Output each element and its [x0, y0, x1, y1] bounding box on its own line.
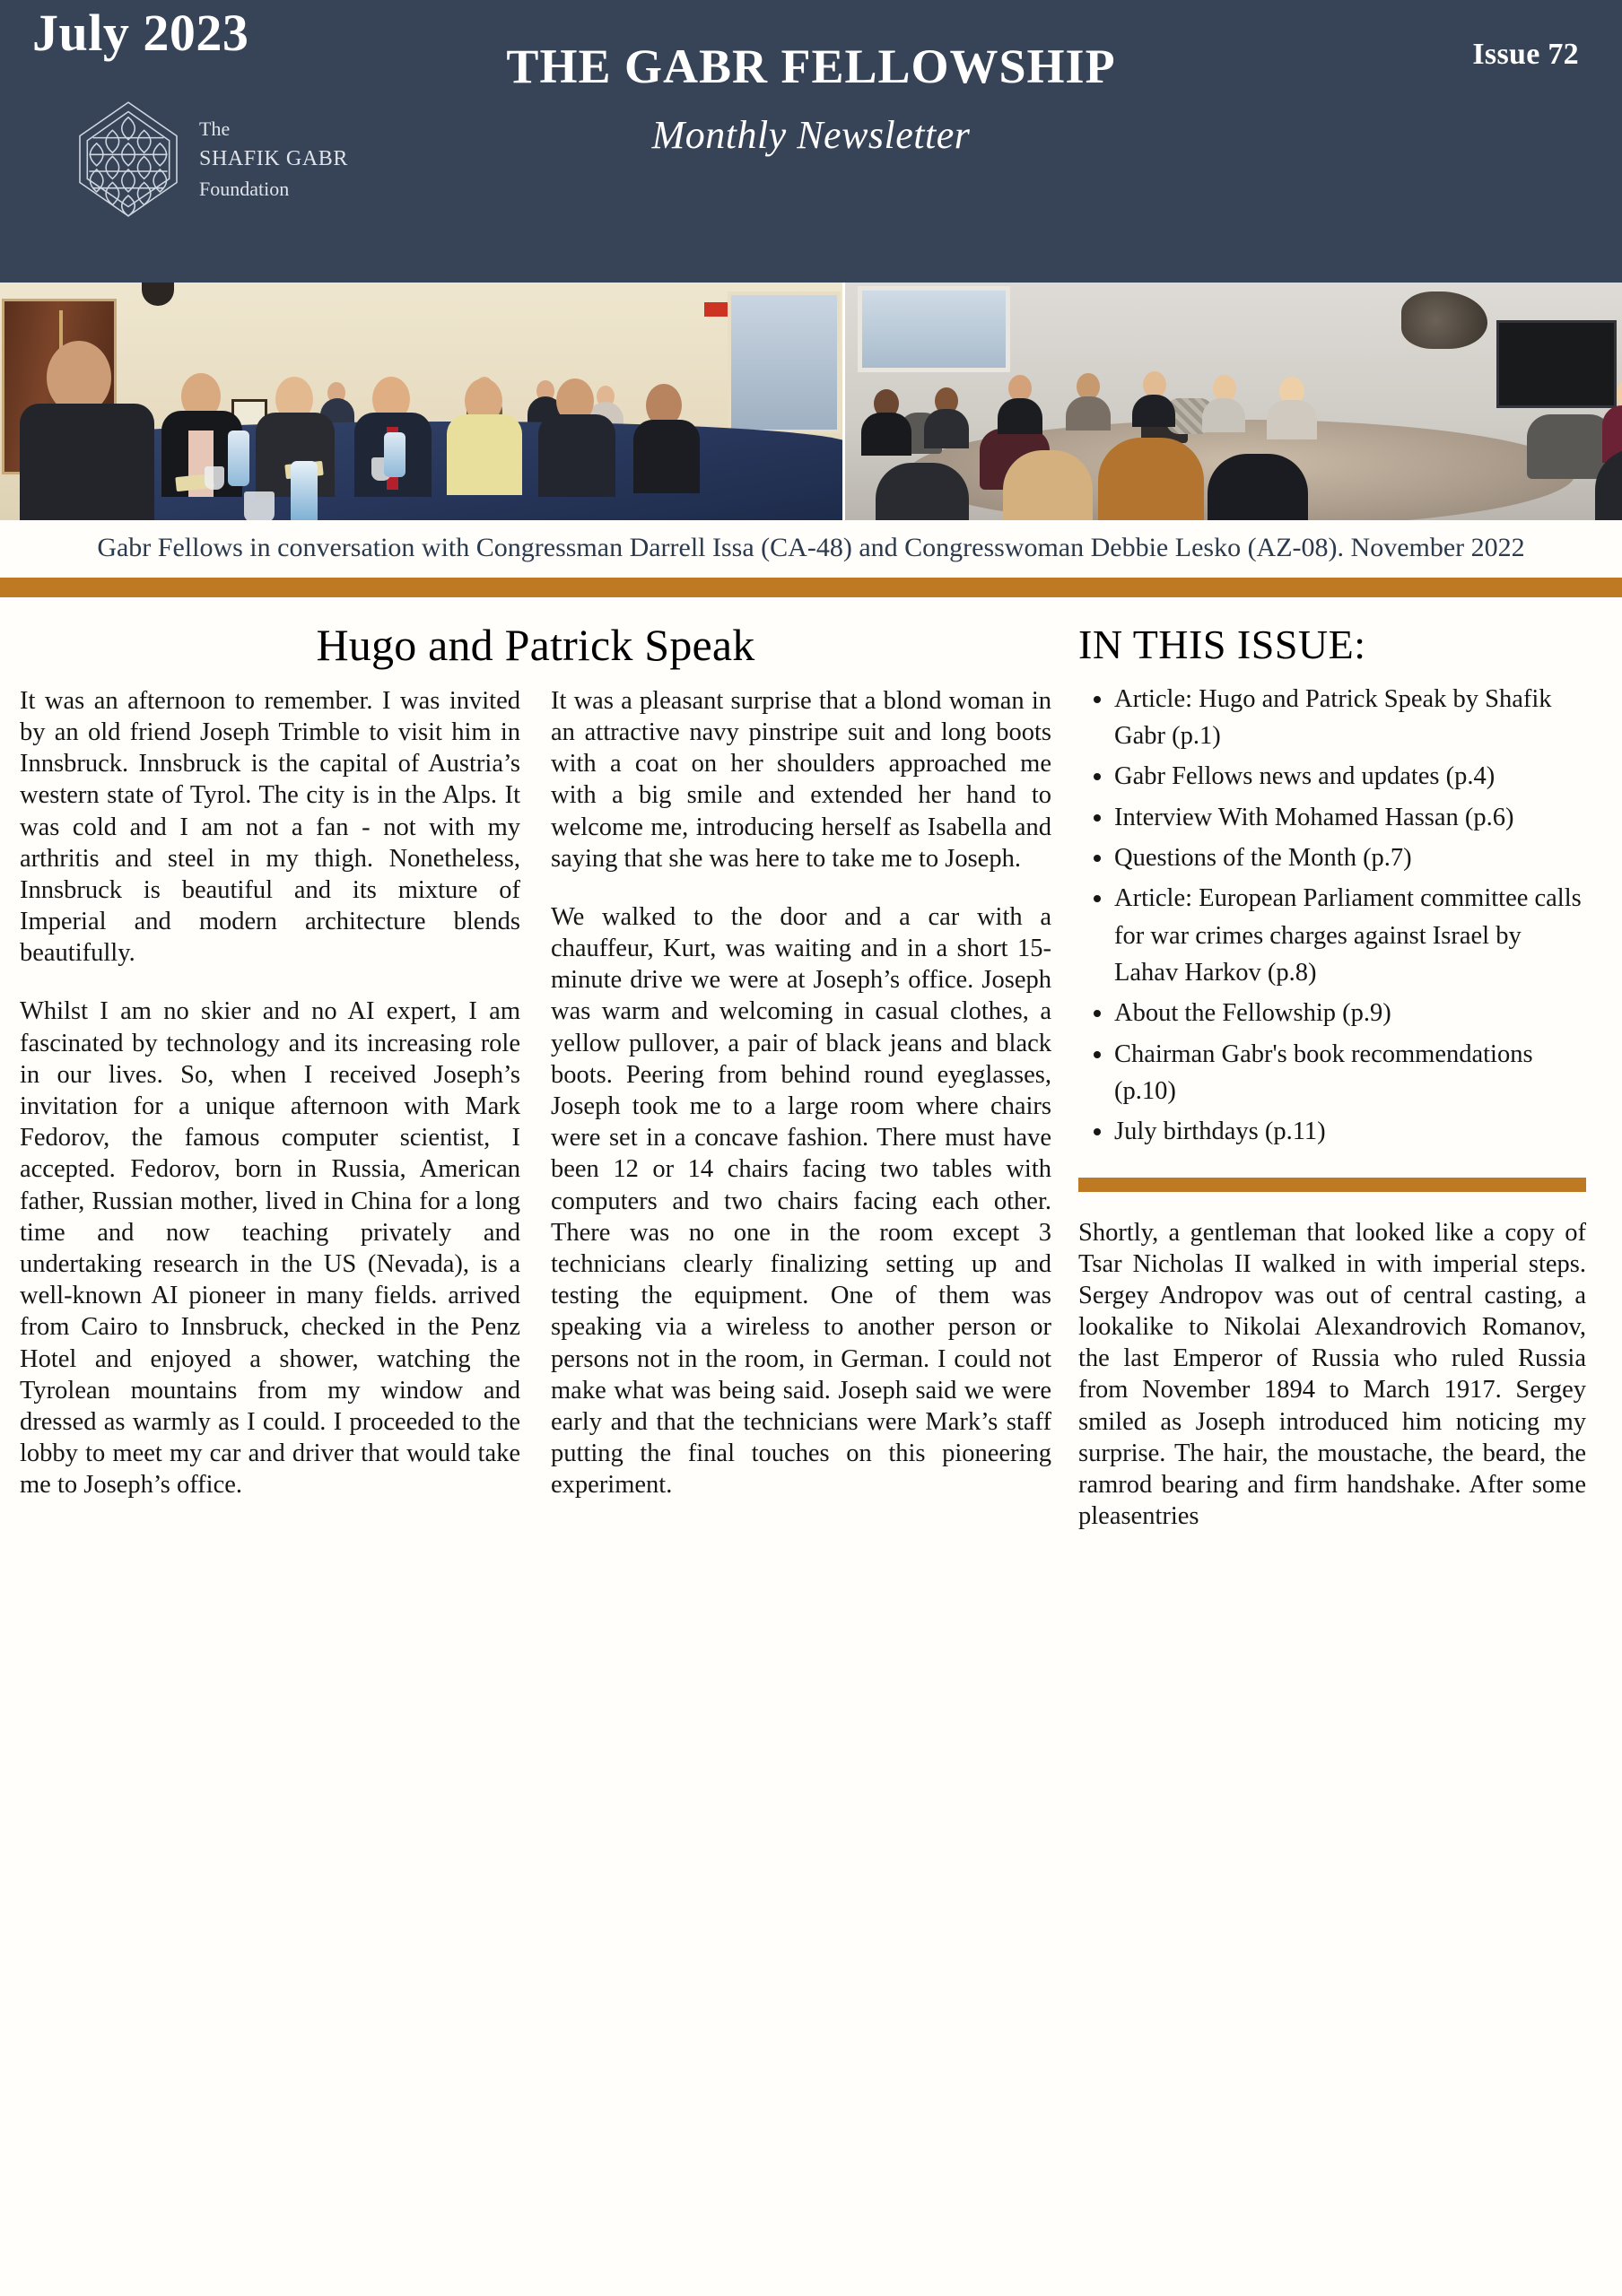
toc-item[interactable]: • Article: European Parliament committee calls for war crimes charges against Israel by Lahav Harkov (p.8) — [1114, 880, 1586, 991]
photo-fellows-lounge — [842, 283, 1622, 520]
logo-wordmark — [199, 115, 348, 204]
article-column-2 — [551, 685, 1051, 1501]
article-paragraph: It was a pleasant surprise that a blond woman in an attractive navy pinstripe suit and long boots with a coat on her shoulders approached me with a big smile and extended her hand to welcome me, introducing herself as Isabella and saying that she was here to take me to Joseph. — [551, 686, 1051, 873]
accent-divider-sidebar — [1078, 1178, 1586, 1192]
logo-line-the: The — [199, 117, 231, 141]
toc-item[interactable]: • Chairman Gabr's book recommendations (p.10) — [1114, 1036, 1586, 1110]
sidebar-region — [1078, 606, 1586, 1947]
article-title: Hugo and Patrick Speak — [316, 619, 755, 670]
foundation-logo — [70, 99, 348, 220]
article-column-1 — [20, 685, 520, 1501]
toc-item[interactable]: • Interview With Mohamed Hassan (p.6) — [1114, 799, 1586, 836]
article-paragraph: It was an afternoon to remember. I was invited by an old friend Joseph Trimble to visit him in Innsbruck. Innsbruck is the capital of Austria’s western state of Tyrol. The city is in the Alps. It was cold and I am not a fan - not with my arthritis and steel in my thigh. Nonetheless, Innsbruck is beautiful and its mixture of Imperial and modern architecture blends beautifully. — [20, 686, 520, 968]
issue-date: July 2023 — [32, 4, 249, 62]
article-paragraph: Shortly, a gentleman that looked like a copy of Tsar Nicholas II walked in with imperial steps. Sergey Andropov was out of central casting, a lookalike to Nikolai Alexandrovich Romanov, the last Emperor of Russia who ruled Russia from November 1894 to March 1917. Sergey smiled as Joseph introduced him noticing my surprise. The hair, the moustache, the beard, the ramrod bearing and firm handshake. After some pleasentries — [1078, 1218, 1586, 1531]
article-columns — [20, 685, 1051, 1501]
toc-item[interactable]: • July birthdays (p.11) — [1114, 1113, 1586, 1150]
article-paragraph: We walked to the door and a car with a chauffeur, Kurt, was waiting and in a short 15-minute drive we were at Joseph’s office. Joseph was warm and welcoming in casual clothes, a yellow pullover, a pair of black jeans and black boots. Peering from behind round eyeglasses, Joseph took me to a large room where chairs were set in a concave fashion. There must have been 12 or 14 chairs facing two tables with computers and two chairs facing each other. There was no one in the room except 3 technicians clearly finalizing setting up and testing the equipment. One of them was speaking via a wireless to another person or persons not in the room, in German. I could not make what was being said. Joseph said we were early and that the technicians were Mark’s staff putting the final touches on this pioneering experiment. — [551, 902, 1051, 1500]
logo-line-name: SHAFIK GABR — [199, 147, 348, 171]
main-content — [0, 597, 1622, 1947]
toc-item[interactable]: • Article: Hugo and Patrick Speak by Shafik Gabr (p.1) — [1114, 681, 1586, 755]
toc-item[interactable]: • About the Fellowship (p.9) — [1114, 995, 1586, 1031]
accent-divider-top — [0, 578, 1622, 597]
logo-line-foundation: Foundation — [199, 177, 290, 200]
masthead-header — [0, 0, 1622, 283]
newsletter-title: THE GABR FELLOWSHIP — [506, 39, 1116, 93]
photo-strip — [0, 283, 1622, 520]
photo-caption: Gabr Fellows in conversation with Congressman Darrell Issa (CA-48) and Congresswoman Debbie Lesko (AZ-08). November 2022 — [97, 533, 1525, 562]
table-of-contents — [1078, 681, 1586, 1151]
article-region — [20, 606, 1051, 1947]
toc-item[interactable]: • Gabr Fellows news and updates (p.4) — [1114, 758, 1586, 795]
hexagon-lattice-logo-icon — [70, 99, 187, 220]
article-paragraph: Whilst I am no skier and no AI expert, I am fascinated by technology and its increasing role in our lives. So, when I received Joseph’s invitation for a unique afternoon with Mark Fedorov, the famous computer scientist, I accepted. Fedorov, born in Russia, American father, Russian mother, lived in China for a long time and now teaching privately and undertaking research in the US (Nevada), is a well-known AI pioneer in many fields. arrived from Cairo to Innsbruck, checked in the Penz Hotel and enjoyed a shower, watching the Tyrolean mountains from my window and dressed as warmly as I could. I proceeded to the lobby to meet my car and driver that would take me to Joseph’s office. — [20, 997, 520, 1500]
newsletter-subtitle: Monthly Newsletter — [651, 113, 971, 158]
article-continuation — [1078, 1217, 1586, 1533]
toc-item[interactable]: • Questions of the Month (p.7) — [1114, 839, 1586, 876]
masthead-center — [470, 40, 1152, 158]
issue-number: Issue 72 — [1472, 38, 1579, 71]
photo-congressman-roundtable — [0, 283, 842, 520]
sidebar-title: IN THIS ISSUE: — [1078, 621, 1366, 667]
